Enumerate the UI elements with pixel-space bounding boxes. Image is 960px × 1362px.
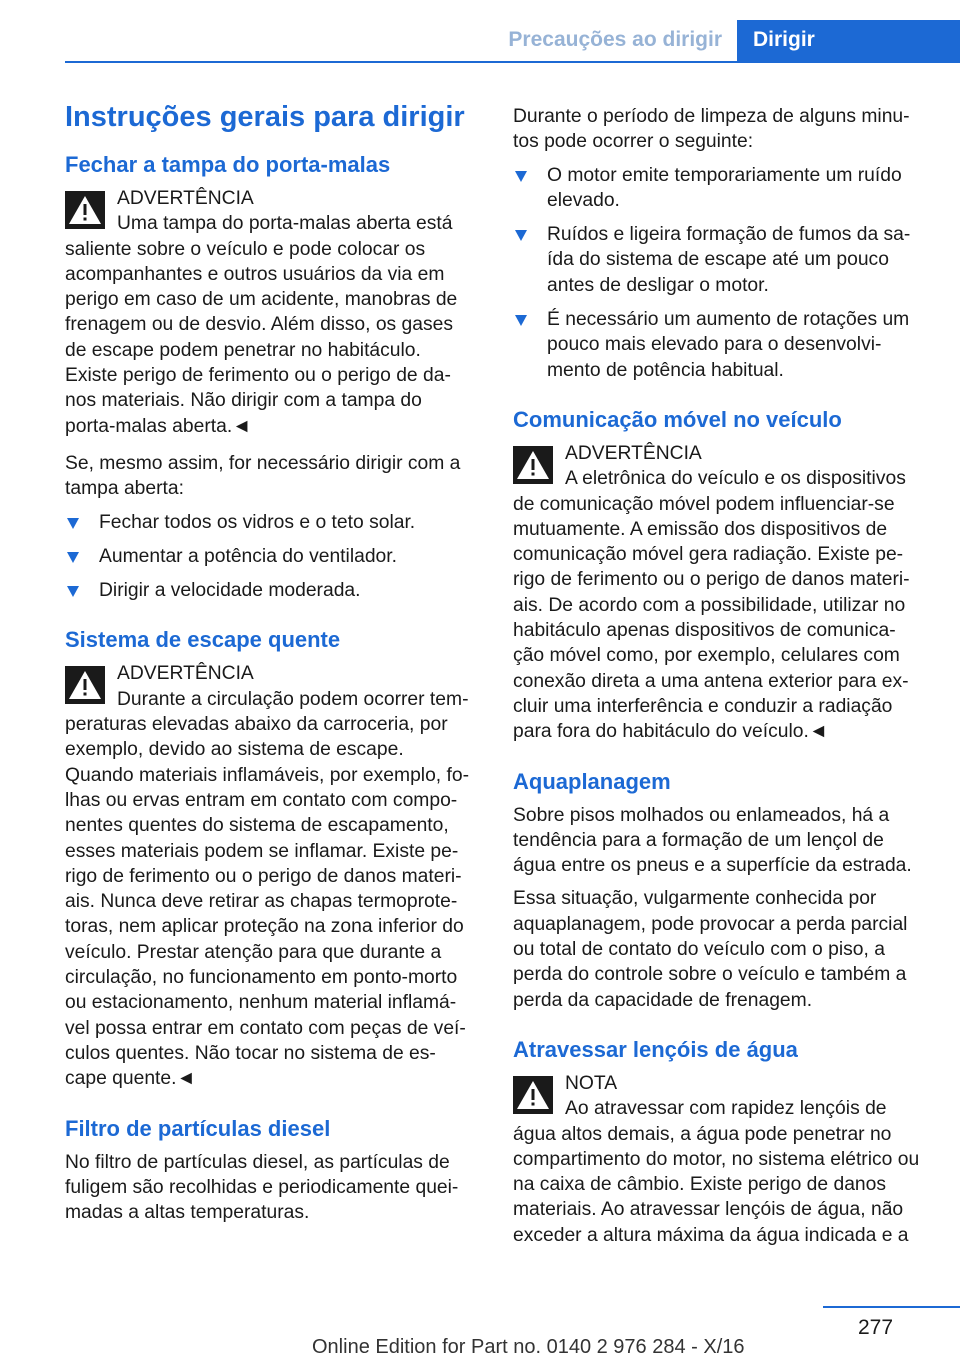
warning-label: ADVERTÊNCIA (117, 188, 254, 209)
triangle-bullet-icon (67, 586, 79, 597)
warning-text: A eletrônica do veículo e os dispositivos de comunicação móvel podem influenciar-se mutuamente. A emissão dos dispositivos de comunicação móvel gera radiação. Existe pe-rigo de ferimento ou o perigo de danos materi-ais. De acordo com a possibilidade, utilizar no habitáculo apenas dispositivos de comunica-ção móvel como, por exemplo, celulares com conexão direta a uma antena exterior para ex-cluir uma interferência e conduzir a radiação para fora do habitáculo do veículo.◄ (513, 468, 910, 743)
warning-block-mobile (513, 441, 923, 745)
list-item (65, 544, 475, 569)
warning-triangle-icon (513, 1076, 553, 1114)
list-item (513, 163, 923, 214)
list-item-text: Aumentar a potência do ventilador. (99, 545, 397, 567)
section-heading-diesel: Filtro de partículas diesel (65, 1115, 331, 1141)
warning-text: Uma tampa do porta-malas aberta está saliente sobre o veículo e pode colocar os acompanhantes e outros usuários da via em perigo em caso de um acidente, manobras de frenagem ou de desvio. Além disso, os gases de escape podem penetrar no habitáculo. Existe perigo de ferimento ou o perigo de da-nos materiais. Não dirigir com a tampa do porta-malas aberta.◄ (65, 213, 458, 437)
triangle-bullet-icon (515, 171, 527, 182)
triangle-bullet-icon (67, 552, 79, 563)
section-heading-trunk: Fechar a tampa do porta-malas (65, 152, 391, 177)
page-number: 277 (858, 1316, 894, 1339)
warning-label: ADVERTÊNCIA (117, 663, 254, 685)
list-item (513, 222, 923, 298)
header-rule (65, 61, 960, 63)
section-heading-mobile: Comunicação móvel no veículo (513, 406, 842, 432)
footer-rule (823, 1306, 960, 1308)
triangle-bullet-icon (515, 230, 527, 241)
warning-block-exhaust (65, 661, 475, 1091)
footer-edition: Online Edition for Part no. 0140 2 976 284 - X/16 (312, 1336, 745, 1358)
triangle-bullet-icon (515, 315, 527, 326)
note-text: Ao atravessar com rapidez lençóis de água altos demais, a água pode penetrar no compartimento do motor, no sistema elétrico ou na caixa de câmbio. Existe perigo de danos materiais. Ao atravessar lençóis de água, não exceder a altura máxima da água indicada e a (513, 1098, 920, 1246)
section-heading-aquaplaning: Aquaplanagem (513, 768, 671, 794)
note-label: NOTA (565, 1072, 618, 1094)
paragraph: No filtro de partículas diesel, as partículas de fuligem são recolhidas e periodicamente quei-madas a altas temperaturas. (65, 1151, 459, 1224)
bullet-list (65, 510, 475, 604)
note-block-water (513, 1071, 923, 1248)
warning-text: Durante a circulação podem ocorrer tem-peraturas elevadas abaixo da carroceria, por exemplo, devido ao sistema de escape. Quando materiais inflamáveis, por exemplo, fo-lhas ou ervas entram em contato com compo-nentes quentes do sistema de escapamento, esses materiais podem se inflamar. Existe pe-rigo de ferimento ou o perigo de danos materi-ais. Nunca deve retirar as chapas termoprote-toras, nem aplicar proteção na zona inferior do veículo. Prestar atenção para que durante a circulação, no funcionamento em ponto-morto ou estacionamento, nenhum material inflamá-vel possa entrar em contato com peças de veí-culos quentes. Não tocar no sistema de es-cape quente.◄ (65, 688, 470, 1090)
list-item (513, 307, 923, 383)
list-item (65, 578, 475, 603)
page-header (0, 0, 960, 62)
paragraph: Sobre pisos molhados ou enlameados, há a tendência para a formação de um lençol de água entre os pneus e a superfície da estrada. (513, 804, 912, 877)
paragraph: Durante o período de limpeza de alguns minu-tos pode ocorrer o seguinte: (513, 106, 910, 153)
list-item-text: Fechar todos os vidros e o teto solar. (99, 511, 416, 533)
warning-block-trunk (65, 186, 475, 439)
list-item (65, 510, 475, 535)
warning-triangle-icon (513, 446, 553, 484)
list-item-text: Ruídos e ligeira formação de fumos da sa-ída do sistema de escape até um pouco antes de desligar o motor. (547, 224, 911, 296)
list-item-text: Dirigir a velocidade moderada. (99, 580, 361, 602)
warning-label: ADVERTÊNCIA (565, 442, 702, 464)
header-chapter-tab: Dirigir (737, 20, 960, 62)
list-item-text: O motor emite temporariamente um ruído elevado. (547, 164, 902, 211)
paragraph: Essa situação, vulgarmente conhecida por aquaplanagem, pode provocar a perda parcial ou total de contato do veículo com o piso, a perda do controle sobre o veículo e também a perda da capacidade de frenagem. (513, 888, 908, 1011)
triangle-bullet-icon (67, 518, 79, 529)
right-column (513, 104, 923, 1260)
page-title: Instruções gerais para dirigir (65, 101, 465, 133)
header-section-title: Precauções ao dirigir (508, 28, 722, 51)
paragraph: Se, mesmo assim, for necessário dirigir com a tampa aberta: (65, 452, 461, 500)
section-heading-water: Atravessar lençóis de água (513, 1036, 798, 1062)
left-column (65, 98, 475, 1233)
list-item-text: É necessário um aumento de rotações um pouco mais elevado para o desenvolvi-mento de potência habitual. (547, 309, 910, 381)
warning-triangle-icon (65, 666, 105, 704)
section-heading-exhaust: Sistema de escape quente (65, 627, 341, 653)
warning-triangle-icon (65, 191, 105, 229)
bullet-list (513, 163, 923, 383)
